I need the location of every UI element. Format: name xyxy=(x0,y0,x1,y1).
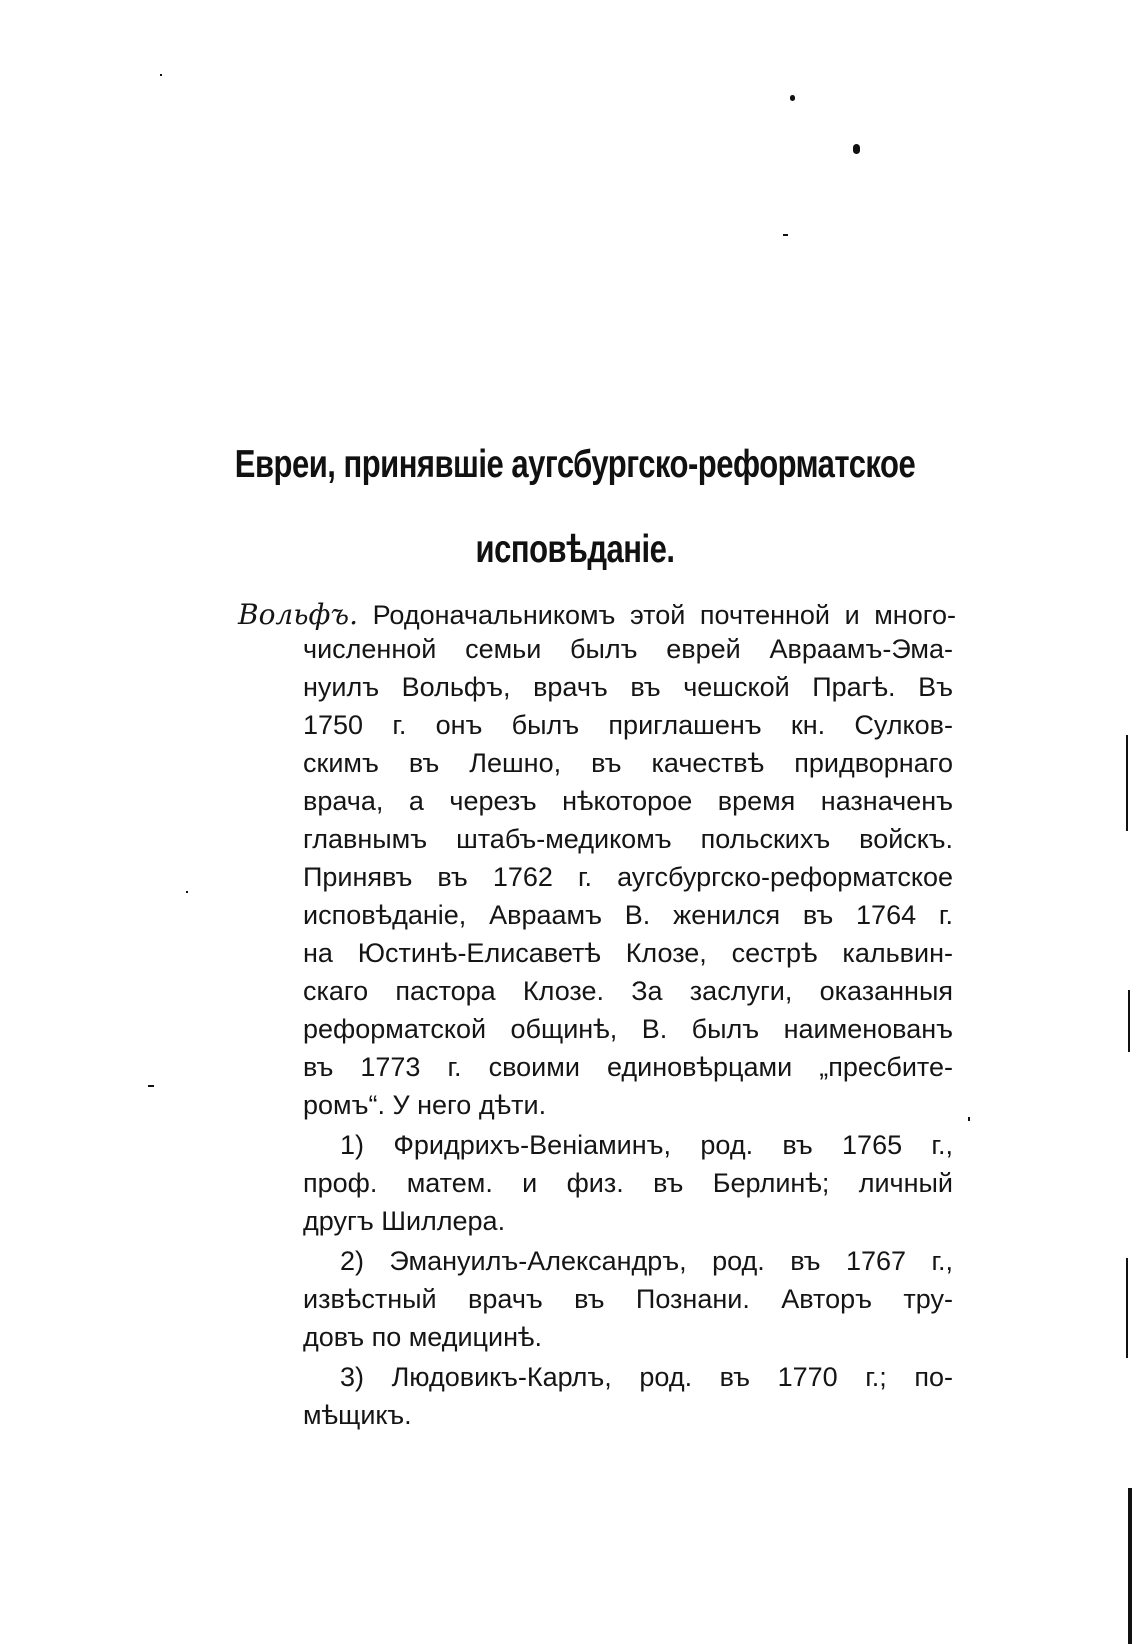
child-1-line-1: 1) Фридрихъ-Веніаминъ, род. въ 1765 г., xyxy=(340,1130,953,1160)
heading-line-1: Евреи, принявшіе аугсбургско-реформатское xyxy=(234,442,916,486)
child-3-line-2: мѣщикъ. xyxy=(303,1400,412,1430)
text-line-11: скаго пастора Клозе. За заслуги, оказанныя xyxy=(303,976,953,1006)
child-1-line-2: проф. матем. и физ. въ Берлинѣ; личный xyxy=(303,1168,953,1198)
text-line-1 xyxy=(238,598,956,631)
text-line-2: численной семьи былъ еврей Авраамъ-Эма- xyxy=(303,634,953,664)
child-3-line-1: 3) Людовикъ-Карлъ, род. въ 1770 г.; по- xyxy=(340,1362,953,1392)
entry-surname: Вольфъ. xyxy=(238,598,358,631)
text-line-4: 1750 г. онъ былъ приглашенъ кн. Сулков- xyxy=(303,710,953,740)
text-line-8: Принявъ въ 1762 г. аугсбургско-реформатское xyxy=(303,862,953,892)
text-line-9: исповѣданіе, Авраамъ В. женился въ 1764 г. xyxy=(303,900,953,930)
child-1-line-3: другъ Шиллера. xyxy=(303,1206,506,1236)
text-line-12: реформатской общинѣ, В. былъ наименованъ xyxy=(303,1014,953,1044)
heading-line-2: исповѣданіе. xyxy=(475,527,675,571)
child-2-line-2: извѣстный врачъ въ Познани. Авторъ тру- xyxy=(303,1284,953,1314)
text-line-13: въ 1773 г. своими единовѣрцами „пресбите- xyxy=(303,1052,953,1082)
text-line-6: врача, а черезъ нѣкоторое время назначенъ xyxy=(303,786,953,816)
text-line-10: на Юстинѣ-Елисаветѣ Клозе, сестрѣ кальвин- xyxy=(303,938,953,968)
text-line-14: ромъ“. У него дѣти. xyxy=(303,1090,547,1120)
text-line-5: скимъ въ Лешно, въ качествѣ придворнаго xyxy=(303,748,953,778)
child-2-line-3: довъ по медицинѣ. xyxy=(303,1322,543,1352)
text-line-1-body: Родоначальникомъ этой почтенной и много- xyxy=(372,600,956,630)
text-line-7: главнымъ штабъ-медикомъ польскихъ войскъ. xyxy=(303,824,953,854)
text-line-3: нуилъ Вольфъ, врачъ въ чешской Прагѣ. Въ xyxy=(303,672,953,702)
child-2-line-1: 2) Эмануилъ-Александръ, род. въ 1767 г., xyxy=(340,1246,953,1276)
